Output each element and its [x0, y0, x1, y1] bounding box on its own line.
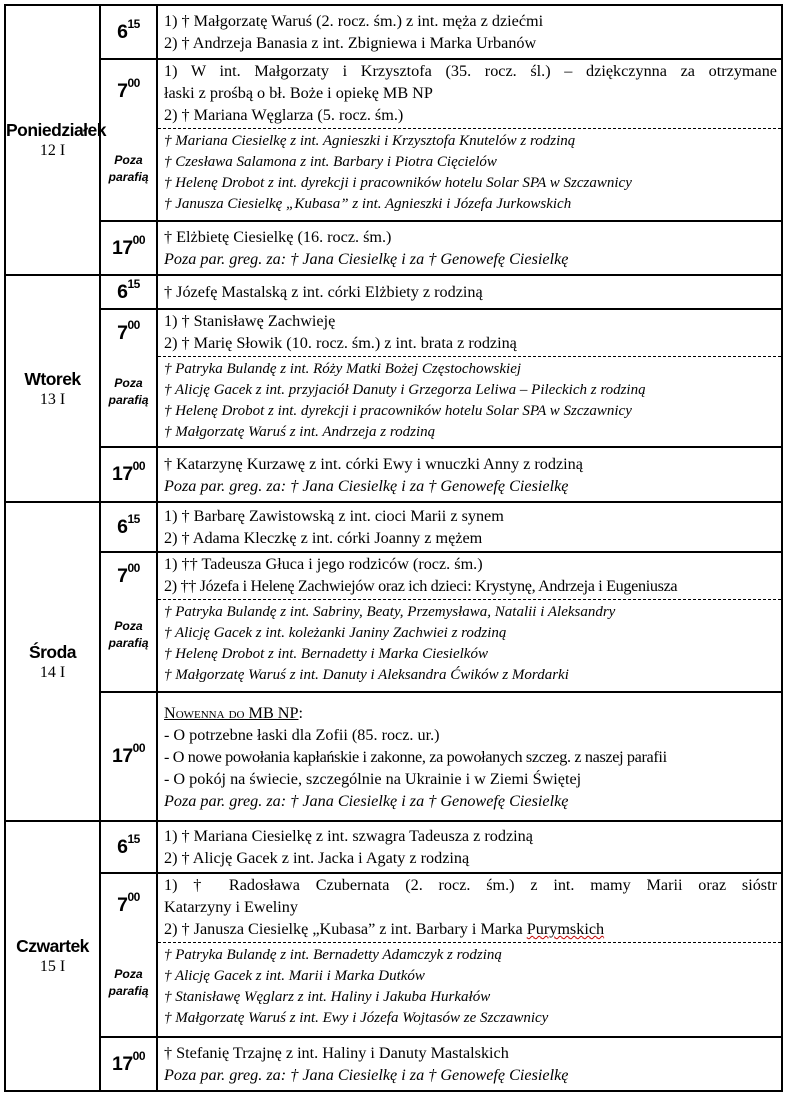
- intention-line: 1) † Małgorzatę Waruś (2. rocz. śm.) z int. męża z dziećmi: [164, 12, 544, 30]
- gregorian-line: Poza par. greg. za: † Jana Ciesielkę i za † Genowefę Ciesielkę: [164, 1066, 569, 1084]
- time-minutes: 00: [132, 459, 146, 473]
- day-cell: [5, 821, 100, 1091]
- slot-row: [5, 59, 782, 221]
- intention-line: - O pokój na świecie, szczególnie na Ukrainie i w Ziemi Świętej: [164, 769, 582, 788]
- time-hour: 6: [117, 835, 128, 858]
- slot-row: [5, 447, 782, 502]
- poza-intention-line: † Małgorzatę Waruś z int. Danuty i Aleksandra Ćwików z Mordarki: [164, 667, 569, 683]
- poza-parafia-label: Poza parafią: [108, 967, 149, 998]
- day-date: 13 I: [39, 390, 66, 408]
- nowenna-colon: :: [298, 703, 303, 722]
- mass-time: [100, 821, 157, 873]
- intentions-cell: [157, 275, 782, 309]
- nowenna-heading: [164, 702, 777, 724]
- mass-time: [100, 309, 157, 447]
- gregorian-line: Poza par. greg. za: † Jana Ciesielkę i za † Genowefę Ciesielkę: [164, 791, 569, 810]
- poza-intention-line: † Helenę Drobot z int. Bernadetty i Marka Ciesielków: [164, 646, 488, 662]
- poza-intention-line: † Janusza Ciesielkę „Kubasa” z int. Agnieszki i Józefa Jurkowskich: [164, 196, 572, 212]
- intention-line: 2) † Alicję Gacek z int. Jacka i Agaty z rodziną: [164, 849, 470, 867]
- intention-line: † Józefę Mastalską z int. córki Elżbiety z rodziną: [164, 283, 483, 301]
- mass-time: [100, 275, 157, 309]
- intentions-cell: [157, 692, 782, 821]
- time-minutes: 15: [127, 16, 140, 31]
- time-minutes: 00: [127, 76, 140, 90]
- day-name: Wtorek: [24, 368, 81, 389]
- poza-intention-line: † Alicję Gacek z int. koleżanki Janiny Zachwiei z rodziną: [164, 625, 507, 641]
- mass-time: [100, 59, 157, 221]
- intention-line: 1) † Barbarę Zawistowską z int. cioci Marii z synem: [164, 507, 504, 525]
- dashed-divider: [158, 128, 781, 129]
- day-name: Poniedziałek: [6, 120, 107, 140]
- poza-intention-line: † Alicję Gacek z int. Marii i Marka Dutków: [164, 968, 425, 984]
- mass-schedule-table: [4, 4, 783, 1092]
- time-hour: 17: [111, 463, 133, 485]
- spellcheck-word: Purymskich: [526, 920, 605, 938]
- intention-line: 2) † Adama Kleczkę z int. córki Joanny z mężem: [164, 529, 483, 547]
- slot-row: [5, 692, 782, 821]
- intention-line: - O nowe powołania kapłańskie i zakonne, za powołanych szczeg. z naszej parafii: [164, 747, 667, 766]
- time-hour: 7: [117, 894, 128, 916]
- poza-intention-line: † Stanisławę Węglarz z int. Haliny i Jakuba Hurkałów: [164, 989, 491, 1005]
- gregorian-line: Poza par. greg. za: † Jana Ciesielkę i za † Genowefę Ciesielkę: [164, 476, 569, 495]
- intention-text: 2) † Janusza Ciesielkę „Kubasa” z int. Barbary i Marka: [164, 920, 523, 938]
- day-cell: [5, 5, 107, 275]
- nowenna-title: Nowenna do MB NP: [164, 703, 299, 722]
- poza-parafia-label: Poza parafią: [108, 619, 149, 650]
- intentions-cell: [157, 552, 782, 692]
- time-minutes: 15: [127, 276, 140, 291]
- mass-time: [100, 447, 157, 502]
- mass-time: [100, 873, 157, 1037]
- time-hour: 17: [111, 745, 133, 767]
- slot-row: [5, 275, 782, 309]
- intention-line: 1) † Radosława Czubernata (2. rocz. śm.) z int. mamy Marii oraz sióstr: [164, 876, 777, 894]
- intention-line: łaski z prośbą o bł. Boże i opiekę MB NP: [164, 84, 433, 102]
- slot-row: [5, 821, 782, 873]
- poza-intention-line: † Małgorzatę Waruś z int. Andrzeja z rodziną: [164, 424, 436, 440]
- poza-intention-line: † Patryka Bulandę z int. Róży Matki Bożej Częstochowskiej: [164, 361, 522, 377]
- intention-line: † Elżbietę Ciesielkę (16. rocz. śm.): [164, 228, 392, 246]
- time-minutes: 00: [132, 232, 146, 247]
- time-minutes: 00: [127, 890, 140, 904]
- slot-row: [5, 221, 782, 275]
- mass-time: [100, 221, 157, 275]
- time-hour: 7: [117, 80, 128, 102]
- time-hour: 7: [117, 322, 128, 344]
- intention-line: 1) W int. Małgorzaty i Krzysztofa (35. rocz. śl.) – dziękczynna za otrzymane: [164, 62, 777, 80]
- dashed-divider: [158, 356, 781, 357]
- time-hour: 6: [117, 280, 128, 303]
- time-minutes: 15: [127, 831, 140, 846]
- day-date: 12 I: [39, 142, 66, 159]
- poza-intention-line: † Patryka Bulandę z int. Sabriny, Beaty, Przemysława, Natalii i Aleksandry: [164, 604, 616, 620]
- intention-line: 1) † Stanisławę Zachwieję: [164, 312, 336, 330]
- mass-time: [100, 552, 157, 692]
- slot-row: [5, 552, 782, 692]
- day-date: 14 I: [39, 663, 66, 681]
- intention-line: 1) †† Tadeusza Głuca i jego rodziców (rocz. śm.): [164, 555, 483, 573]
- intentions-cell: [157, 502, 782, 552]
- day-date: 15 I: [39, 958, 66, 975]
- intentions-cell: [157, 873, 782, 1037]
- intention-line-with-correction: [164, 918, 777, 940]
- poza-intention-line: † Mariana Ciesielkę z int. Agnieszki i Krzysztofa Knutelów z rodziną: [164, 133, 576, 149]
- intentions-cell: [157, 59, 782, 221]
- intentions-cell: [157, 1037, 782, 1091]
- time-minutes: 00: [132, 1048, 146, 1063]
- gregorian-line: Poza par. greg. za: † Jana Ciesielkę i za † Genowefę Ciesielkę: [164, 250, 569, 268]
- day-cell: [5, 502, 100, 821]
- day-name: Czwartek: [16, 936, 89, 956]
- poza-intention-line: † Patryka Bulandę z int. Bernadetty Adamczyk z rodziną: [164, 947, 502, 963]
- poza-intention-line: † Alicję Gacek z int. przyjaciół Danuty i Grzegorza Leliwa – Pileckich z rodziną: [164, 382, 646, 398]
- poza-parafia-label: Poza parafią: [108, 376, 149, 407]
- mass-time: [100, 5, 157, 59]
- slot-row: [5, 502, 782, 552]
- slot-row: [5, 5, 782, 59]
- time-minutes: 00: [127, 561, 140, 575]
- time-minutes: 00: [127, 318, 140, 332]
- poza-parafia-label: Poza parafią: [108, 153, 149, 184]
- intentions-cell: [157, 821, 782, 873]
- day-cell: [5, 275, 100, 502]
- time-hour: 6: [117, 515, 128, 538]
- intentions-cell: [157, 447, 782, 502]
- intention-line: 2) † Mariana Węglarza (5. rocz. śm.): [164, 106, 404, 124]
- intention-line: Katarzyny i Eweliny: [164, 898, 298, 916]
- intention-line: 1) † Mariana Ciesielkę z int. szwagra Tadeusza z rodziną: [164, 827, 533, 845]
- intention-line: - O potrzebne łaski dla Zofii (85. rocz. ur.): [164, 725, 440, 744]
- poza-intention-line: † Małgorzatę Waruś z int. Ewy i Józefa Wojtasów ze Szczawnicy: [164, 1010, 549, 1026]
- mass-time: [100, 502, 157, 552]
- intention-line: 2) † Marię Słowik (10. rocz. śm.) z int. brata z rodziną: [164, 334, 517, 352]
- time-hour: 17: [111, 1052, 133, 1075]
- intention-line: † Stefanię Trzajnę z int. Haliny i Danuty Mastalskich: [164, 1044, 509, 1062]
- intention-line: † Katarzynę Kurzawę z int. córki Ewy i wnuczki Anny z rodziną: [164, 454, 583, 473]
- dashed-divider: [158, 599, 781, 600]
- time-hour: 7: [117, 565, 128, 587]
- poza-intention-line: † Helenę Drobot z int. dyrekcji i pracowników hotelu Solar SPA w Szczawnicy: [164, 175, 632, 191]
- intentions-cell: [157, 309, 782, 447]
- time-hour: 6: [117, 20, 128, 43]
- slot-row: [5, 1037, 782, 1091]
- time-minutes: 15: [127, 511, 140, 526]
- intentions-cell: [157, 221, 782, 275]
- intention-line: 2) †† Józefa i Helenę Zachwiejów oraz ich dzieci: Krystynę, Andrzeja i Eugeniusza: [164, 577, 678, 595]
- slot-row: [5, 873, 782, 1037]
- time-hour: 17: [111, 236, 133, 259]
- mass-time: [100, 692, 157, 821]
- intentions-cell: [157, 5, 782, 59]
- intention-line: 2) † Andrzeja Banasia z int. Zbigniewa i Marka Urbanów: [164, 34, 537, 52]
- mass-time: [100, 1037, 157, 1091]
- slot-row: [5, 309, 782, 447]
- poza-intention-line: † Czesława Salamona z int. Barbary i Piotra Cięcielów: [164, 154, 497, 170]
- time-minutes: 00: [132, 741, 146, 755]
- day-name: Środa: [28, 641, 77, 662]
- poza-intention-line: † Helenę Drobot z int. dyrekcji i pracowników hotelu Solar SPA w Szczawnicy: [164, 403, 632, 419]
- dashed-divider: [158, 942, 781, 943]
